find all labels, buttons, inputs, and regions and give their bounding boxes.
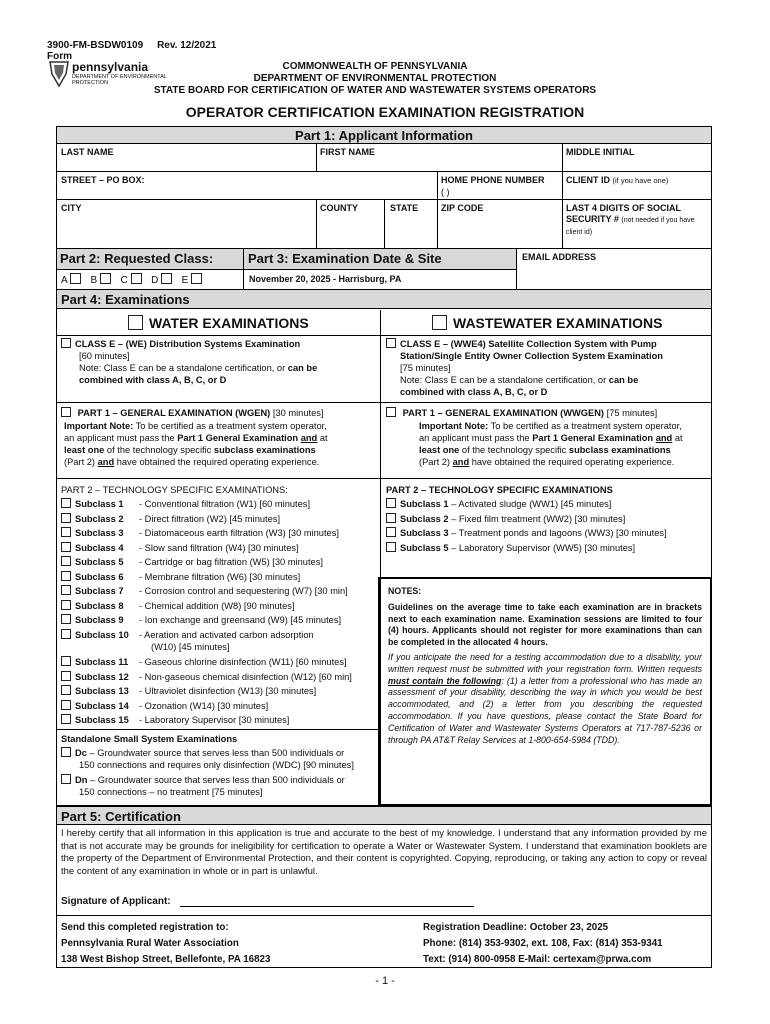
part4-heading: Part 4: Examinations (57, 290, 711, 309)
standalone-section: Standalone Small System Examinations Dc – Groundwater source that serves less than 500 individuals or 150 connections and requires only disinfection (WDC) [90 minutes] Dn – Groundwater source that serves less than 500 individuals or 150 connections – no treatment [75 minutes] (61, 734, 354, 797)
part1-heading: Part 1: Applicant Information (57, 127, 711, 144)
pennsylvania-logo: pennsylvania DEPARTMENT OF ENVIRONMENTAL PROTECTION (48, 60, 168, 90)
class-c[interactable]: C (118, 275, 146, 286)
form-code: 3900-FM-BSDW0109 Rev. 12/2021 (47, 40, 217, 51)
zip-label: ZIP CODE (441, 203, 484, 213)
part3-value: November 20, 2025 - Harrisburg, PA (249, 274, 402, 284)
ww-subclass-row[interactable]: Subclass 3 – Treatment ponds and lagoons (WW3) [30 minutes] (386, 527, 667, 540)
class-e[interactable]: E (179, 275, 206, 286)
send-to: Send this completed registration to: Pennsylvania Rural Water Association 138 West Bishop Street, Bellefonte, PA 16823 (61, 922, 271, 965)
class-a[interactable]: A (61, 275, 85, 286)
water-wgen-checkbox[interactable] (61, 407, 71, 417)
water-subclass-row[interactable]: Subclass 11 - Gaseous chlorine disinfection (W11) [60 minutes] (61, 656, 347, 669)
water-subclass-row[interactable]: Subclass 1 - Conventional filtration (W1) [60 minutes] (61, 498, 310, 511)
class-d[interactable]: D (148, 275, 176, 286)
water-subclass-row[interactable]: Subclass 10 - Aeration and activated carbon adsorption (61, 629, 314, 642)
middle-initial-label: MIDDLE INITIAL (566, 147, 635, 157)
certification-text: I hereby certify that all information in this application is true and accurate to the best of my knowledge. I understand that any information provided by me that is not accurate may be grounds for ineligibility for certification to operate a Water or Wastewater System. I understand that examination booklets are the property of the Department of Environmental Protection, and their content is copyrighted. Copying, reproducing, or taking any action to copy or reveal the content of any examination in whole or in part is unlawful. (61, 828, 707, 877)
header-line-1: COMMONWEALTH OF PENNSYLVANIA (282, 61, 468, 72)
header-line-2: DEPARTMENT OF ENVIRONMENTAL PROTECTION (253, 73, 497, 84)
part5-heading: Part 5: Certification (57, 806, 711, 825)
water-class-e-checkbox[interactable] (61, 338, 71, 348)
water-subclass-row[interactable]: Subclass 12 - Non-gaseous chemical disinfection (W12) [60 min] (61, 671, 352, 684)
water-subclass-row[interactable]: Subclass 3 - Diatomaceous earth filtration (W3) [30 minutes] (61, 527, 339, 540)
page-number: - 1 - (375, 975, 395, 987)
class-checkboxes (61, 273, 206, 287)
water-subclass-row[interactable]: Subclass 7 - Corrosion control and sequestering (W7) [30 min] (61, 585, 348, 598)
water-subclass-row[interactable]: Subclass 14 - Ozonation (W14) [30 minutes] (61, 700, 268, 713)
ssn-label: LAST 4 DIGITS OF SOCIAL SECURITY # (not needed if you have client id) (566, 203, 695, 236)
water-part2-title: PART 2 – TECHNOLOGY SPECIFIC EXAMINATIONS: (61, 485, 288, 495)
water-subclass-row[interactable]: Subclass 8 - Chemical addition (W8) [90 minutes] (61, 600, 295, 613)
water-subclass-row[interactable]: Subclass 13 - Ultraviolet disinfection (W13) [30 minutes] (61, 685, 316, 698)
home-phone-label: HOME PHONE NUMBER (441, 175, 545, 185)
ww-subclass-row[interactable]: Subclass 1 – Activated sludge (WW1) [45 minutes] (386, 498, 611, 511)
notes-box: NOTES: Guidelines on the average time to take each examination are in brackets next to each examination name. Examination sessions are limited to four (4) hours. Applicants should not register for more examinations than can be completed in the allocated 4 hours. If you anticipate the need for a testing accommodation due to a disability, your written request must be submitted with your registration form. Written requests must contain the following: (1) a letter from a professional who has made an assessment of your disability, describing the way in which you would be best accommodated, and (2) a letter from you describing the requested accommodation. If you have questions, please contact the State Board for Certification of Water and Wastewater Systems Operators at 717-787-5236 or through PA AT&T Relay Services at 1-800-654-5984 (TDD). (378, 577, 712, 806)
water-subclasses (61, 484, 379, 729)
keystone-icon (48, 60, 70, 88)
subclass10-cont: (W10) [45 minutes] (151, 642, 230, 652)
ww-subclass-row[interactable]: Subclass 2 – Fixed film treatment (WW2) [30 minutes] (386, 513, 625, 526)
ww-wwgen-checkbox[interactable] (386, 407, 396, 417)
email-label: EMAIL ADDRESS (522, 252, 597, 262)
water-class-e: CLASS E – (WE) Distribution Systems Examination [60 minutes] Note: Class E can be a standalone certification, or can be combined with class A, B, C, or D (61, 338, 379, 386)
water-checkbox[interactable] (128, 315, 143, 330)
class-b[interactable]: B (88, 275, 115, 286)
street-label: STREET – PO BOX: (61, 175, 145, 185)
signature-label: Signature of Applicant: (61, 896, 171, 907)
ww-part2-title: PART 2 – TECHNOLOGY SPECIFIC EXAMINATIONS (386, 485, 613, 495)
dc-checkbox[interactable] (61, 747, 71, 757)
first-name-label: FIRST NAME (320, 147, 375, 157)
form-word: Form (47, 51, 72, 62)
water-subclass-row[interactable]: Subclass 9 - Ion exchange and greensand (W9) [45 minutes] (61, 614, 341, 627)
signature-line[interactable] (180, 906, 474, 907)
water-subclass-row[interactable]: Subclass 6 - Membrane filtration (W6) [30 minutes] (61, 571, 300, 584)
ww-subclass-row[interactable]: Subclass 5 – Laboratory Supervisor (WW5) [30 minutes] (386, 542, 635, 555)
water-subclass-row[interactable]: Subclass 15 - Laboratory Supervisor [30 minutes] (61, 714, 289, 727)
city-label: CITY (61, 203, 82, 213)
ww-subclasses (386, 484, 708, 574)
water-subclass-row[interactable]: Subclass 2 - Direct filtration (W2) [45 minutes] (61, 513, 280, 526)
water-subclass-row[interactable]: Subclass 5 - Cartridge or bag filtration (W5) [30 minutes] (61, 556, 323, 569)
state-label: STATE (390, 203, 419, 213)
dn-checkbox[interactable] (61, 774, 71, 784)
water-subclass-row[interactable]: Subclass 4 - Slow sand filtration (W4) [30 minutes] (61, 542, 299, 555)
county-label: COUNTY (320, 203, 358, 213)
wastewater-checkbox[interactable] (432, 315, 447, 330)
part3-heading: Part 3: Examination Date & Site (244, 249, 516, 269)
wastewater-exams-title: WASTEWATER EXAMINATIONS (432, 315, 662, 331)
page-title: OPERATOR CERTIFICATION EXAMINATION REGISTRATION (185, 104, 585, 120)
header-line-3: STATE BOARD FOR CERTIFICATION OF WATER AND WASTEWATER SYSTEMS OPERATORS (153, 85, 597, 96)
ww-class-e: CLASS E – (WWE4) Satellite Collection System with Pump Station/Single Entity Owner Collection System Examination [75 minutes] Note: Class E can be a standalone certification, or can be combined with class A, B, C, or D (386, 338, 708, 398)
water-exams-title: WATER EXAMINATIONS (128, 315, 309, 331)
part2-heading: Part 2: Requested Class: (57, 249, 243, 269)
deadline-contact: Registration Deadline: October 23, 2025 Phone: (814) 353-9302, ext. 108, Fax: (814) 353-9341 Text: (914) 800-0958 E-Mail: certexam@prwa.com (423, 922, 663, 965)
ww-part1: PART 1 – GENERAL EXAMINATION (WWGEN) [75 minutes] Important Note: To be certified as a treatment system operator, an applicant must pass the Part 1 General Examination and at least one of the technology specific subclass examinations (Part 2) and have obtained the required operating experience. (386, 407, 708, 468)
water-part1: PART 1 – GENERAL EXAMINATION (WGEN) [30 minutes] Important Note: To be certified as a treatment system operator, an applicant must pass the Part 1 General Examination and at least one of the technology specific subclass examinations (Part 2) and have obtained the required operating experience. (61, 407, 379, 468)
client-id-label: CLIENT ID (if you have one) (566, 175, 669, 185)
phone-parens: ( ) (441, 187, 450, 197)
last-name-label: LAST NAME (61, 147, 114, 157)
ww-class-e-checkbox[interactable] (386, 338, 396, 348)
